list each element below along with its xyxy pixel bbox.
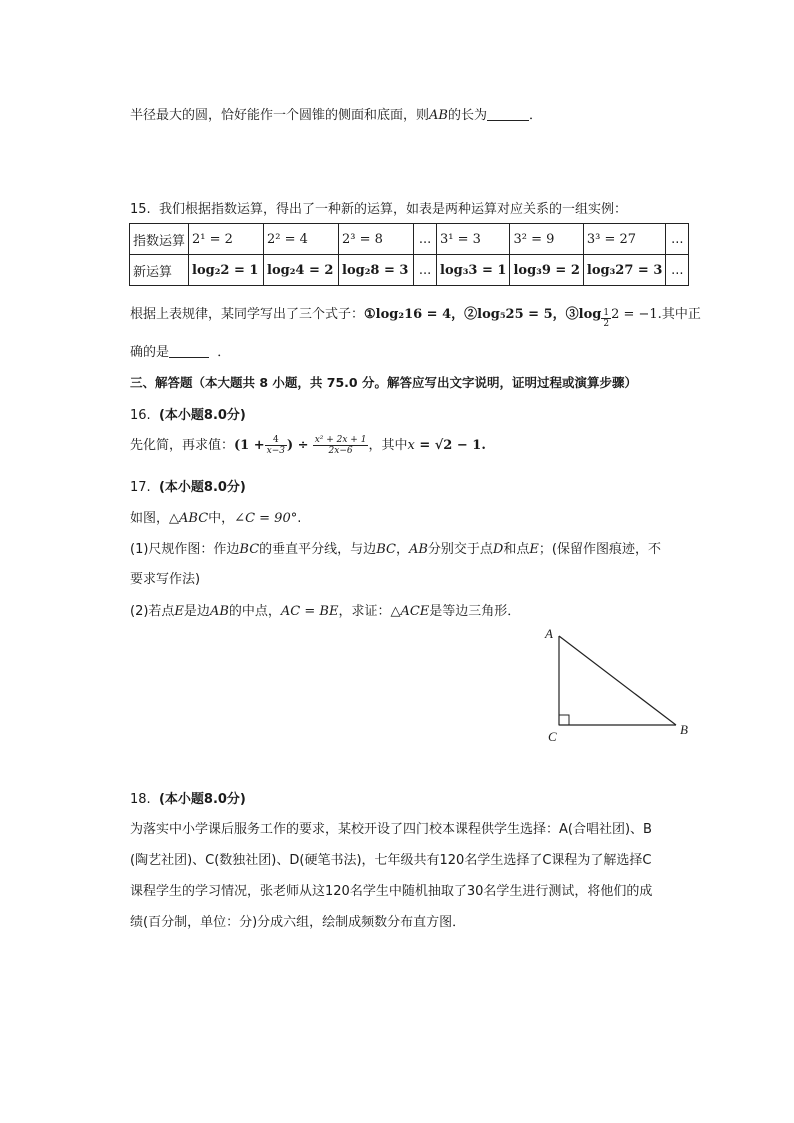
q18-line-4: 绩(百分制，单位：分)分成六组，绘制成频数分布直方图．	[130, 915, 466, 930]
table-cell: log₂4 = 2	[264, 255, 339, 286]
right-angle-mark	[559, 715, 569, 725]
q15-example-table	[129, 223, 689, 286]
table-row-exponent	[130, 224, 689, 255]
table-row-label: 新运算	[130, 255, 189, 286]
q15-answer-end: ．	[217, 345, 231, 360]
q17-triangle-ace: △ACE	[390, 604, 430, 619]
q17-triangle-abc: △ABC	[169, 511, 209, 526]
q15-stem-line	[130, 198, 627, 217]
q14-end: ．	[528, 108, 542, 123]
table-cell-ellipsis: ...	[666, 255, 689, 286]
vertex-label-c: C	[548, 729, 557, 744]
q16-paren-close: ) ÷	[286, 438, 309, 453]
q17-text: (2)若点	[130, 604, 175, 619]
table-cell: log₂2 = 1	[189, 255, 264, 286]
q16-expression-line	[130, 434, 486, 456]
q17-text: 如图，	[130, 511, 170, 526]
q16-f1-num: 4	[265, 435, 287, 446]
table-cell: 3¹ = 3	[437, 224, 510, 255]
q17-equation: AC = BE	[280, 604, 339, 619]
side-ab	[559, 636, 676, 725]
q15-expr-2: ②log₅25 = 5，	[464, 307, 566, 322]
q15-expr-3-base	[601, 308, 611, 329]
table-cell: 3³ = 27	[583, 224, 665, 255]
q17-point: D	[492, 542, 504, 557]
q17-point: E	[174, 604, 184, 619]
q16-fraction-2	[313, 435, 369, 456]
q16-number: 16.	[130, 408, 151, 423]
q15-expr-3-base-den: 2	[603, 319, 610, 329]
q18-line-2: (陶艺社团)、C(数独社团)、D(硬笔书法)，七年级共有120名学生选择了C课程为了解选择C	[130, 853, 652, 868]
q16-fraction-1	[265, 435, 287, 456]
q14-segment: AB	[429, 108, 448, 123]
q16-header-line	[130, 404, 246, 423]
vertex-label-b: B	[680, 722, 688, 737]
q16-value: = √2 − 1.	[414, 438, 486, 453]
q17-text: ，求证：	[338, 604, 391, 619]
q18-line-3: 课程学生的学习情况，张老师从这120名学生中随机抽取了30名学生进行测试，将他们的成	[130, 884, 653, 899]
q17-number: 17.	[130, 480, 151, 495]
q18-number: 18.	[130, 792, 151, 807]
q15-expr-1: ①log₂16 = 4，	[364, 307, 465, 322]
q18-line-1: 为落实中小学课后服务工作的要求，某校开设了四门校本课程供学生选择：A(合唱社团)、B	[130, 822, 652, 837]
q17-line-1	[130, 507, 301, 526]
table-cell: 2¹ = 2	[189, 224, 264, 255]
table-cell-ellipsis: ...	[414, 224, 437, 255]
q17-segment: AB	[408, 542, 428, 557]
q14-text-b: 的长为	[447, 108, 487, 123]
q17-score: (本小题8.0分)	[158, 480, 246, 495]
vertex-label-a: A	[545, 626, 553, 641]
q17-text: ，	[395, 542, 409, 557]
q15-expr-3-base-num: 1	[603, 308, 610, 318]
q15-expr-3-a: ③log	[565, 307, 602, 322]
q16-f2-den: 2x−6	[328, 446, 353, 456]
q16-var: x	[407, 438, 415, 453]
table-cell: 3² = 9	[510, 224, 583, 255]
q17-text: 是边	[183, 604, 210, 619]
q17-part-1-line-2: 要求写作法)	[130, 572, 201, 587]
q17-text: .	[297, 511, 302, 526]
q17-text: 和点	[503, 542, 530, 557]
table-cell-ellipsis: ...	[414, 255, 437, 286]
q17-text: 分别交于点	[427, 542, 493, 557]
q15-line-suffix: 其中正	[661, 307, 701, 322]
table-cell: 2³ = 8	[339, 224, 414, 255]
q17-text: 的中点，	[228, 604, 281, 619]
section-heading: 三、解答题（本大题共 8 小题，共 75.0 分。解答应写出文字说明，证明过程或演算步骤）	[130, 375, 637, 390]
table-cell: log₃9 = 2	[510, 255, 583, 286]
q17-part-1-line-1	[130, 538, 661, 557]
table-row-label: 指数运算	[130, 224, 189, 255]
q16-score: (本小题8.0分)	[158, 408, 246, 423]
table-cell: log₂8 = 3	[339, 255, 414, 286]
q17-text: 的垂直平分线，与边	[259, 542, 377, 557]
q17-header-line	[130, 476, 246, 495]
q15-answer-text: 确的是	[130, 345, 170, 360]
table-cell: log₃3 = 1	[437, 255, 510, 286]
q15-line-prefix: 根据上表规律，某同学写出了三个式子：	[130, 307, 365, 322]
q17-text: 是等边三角形．	[429, 604, 521, 619]
q18-header-line	[130, 788, 246, 807]
q15-number: 15.	[130, 202, 151, 217]
q17-segment: BC	[376, 542, 396, 557]
q17-part-2-line	[130, 600, 520, 619]
q14-tail-line	[130, 104, 542, 123]
table-cell: 2² = 4	[264, 224, 339, 255]
q15-expr-3-b: 2 = −1.	[611, 307, 662, 322]
q17-text: (1)尺规作图：作边	[130, 542, 240, 557]
table-cell-ellipsis: ...	[666, 224, 689, 255]
q15-statements-line	[130, 303, 701, 329]
q15-stem: 我们根据指数运算，得出了一种新的运算，如表是两种运算对应关系的一组实例：	[158, 202, 627, 217]
q17-segment: AB	[209, 604, 229, 619]
q14-answer-blank	[487, 108, 529, 121]
q16-paren-open: (1 +	[234, 438, 265, 453]
table-cell: log₃27 = 3	[583, 255, 665, 286]
q15-answer-blank	[169, 345, 209, 358]
q16-f2-num: x² + 2x + 1	[314, 435, 367, 445]
q15-answer-line	[130, 341, 230, 360]
q17-text: ；(保留作图痕迹，不	[538, 542, 661, 557]
q17-segment: BC	[239, 542, 260, 557]
q16-prefix: 先化简，再求值：	[130, 438, 235, 453]
q17-angle-c: ∠C = 90°	[234, 511, 298, 526]
q18-score: (本小题8.0分)	[158, 792, 246, 807]
q16-f1-den: x−3	[266, 446, 285, 456]
q16-mid: ，其中	[368, 438, 408, 453]
q14-text-a: 半径最大的圆，恰好能作一个圆锥的侧面和底面，则	[130, 108, 430, 123]
q17-point: E	[529, 542, 539, 557]
q17-text: 中，	[208, 511, 235, 526]
table-row-new-operation	[130, 255, 689, 286]
